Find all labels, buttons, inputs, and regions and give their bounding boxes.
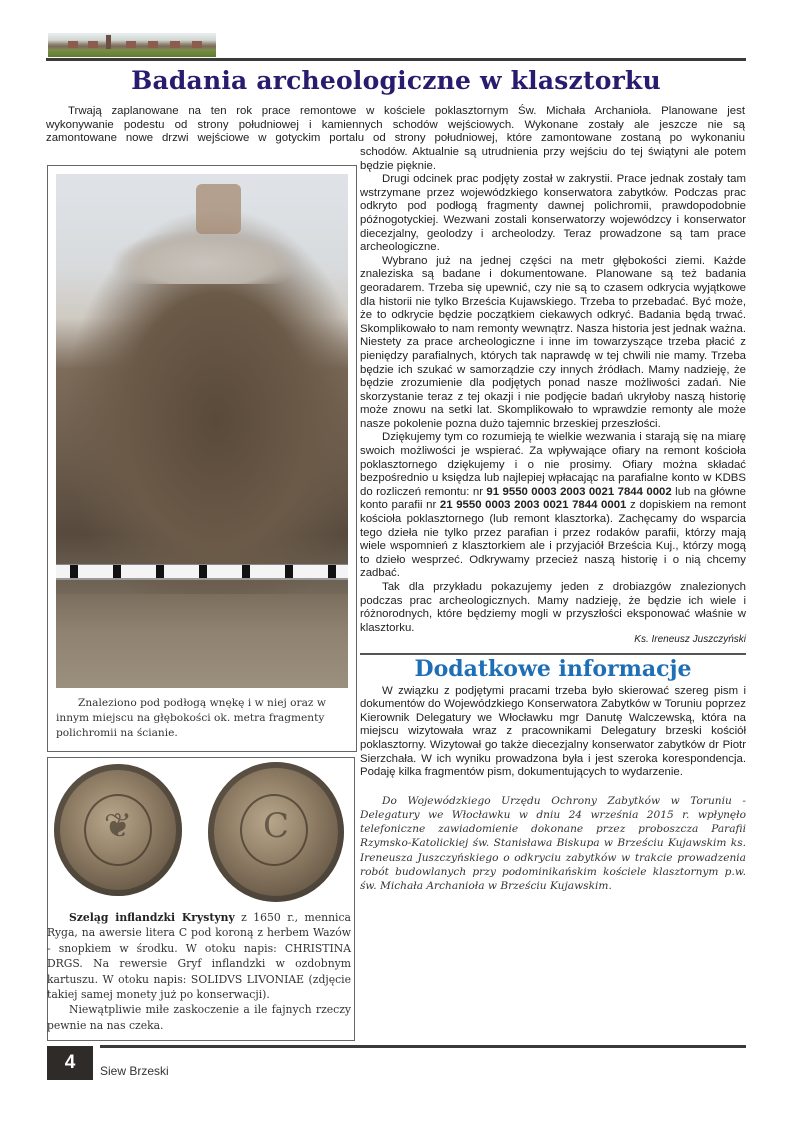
section-divider <box>360 653 746 655</box>
soil-layer <box>56 594 348 688</box>
caption-line: innym miejscu na głębokości ok. metra fragmenty <box>56 712 325 724</box>
paragraph: Drugi odcinek prac podjęty został w zakrystii. Prace jednak zostały tam wstrzymane przez wojewódzkiego konserwatora zabytków. Podczas prac odkryto pod podłogą fragmenty dawnej polichromii, prawdopodobnie późnogotyckiej. Wezwani zostali konserwatorzy wojewódzcy i konserwator diecezjalny, geolodzy i archeolodzy. Teraz prowadzone są tam prace archeologiczne. <box>360 173 746 254</box>
house-icon <box>192 41 202 48</box>
paragraph: W związku z podjętymi pracami trzeba było skierować szereg pism i dokumentów do Wojewódzkiego Konserwatora Zabytków w Toruniu poprzez Kierownik Delegatury we Włocławku mgr Danutę Walczewską, która na miejscu wizytowała wraz z pracownikami Delegatury brzeski kościół poklasztorny. Wizytował go także diecezjalny konserwator zabytków dr Piotr Sierzchała. W ich wyniku prowadzona była i jest szeroka korespondencja. Podaję kilka fragmentów pism, dokumentujących to wydarzenie. <box>360 684 746 779</box>
coin-obverse-icon <box>54 764 182 896</box>
coin-photo-box <box>47 757 355 1041</box>
photo-caption <box>56 696 348 741</box>
griffin-icon: ❦ <box>103 806 133 846</box>
official-letter-quote <box>360 794 746 893</box>
article-title: Badania archeologiczne w klasztorku <box>131 66 661 95</box>
house-icon <box>88 41 98 48</box>
article-intro <box>46 105 745 146</box>
intro-line: wykonywanie podestu od strony południowej i kamiennych schodów wejściowych. Wykonane zostały ale jeszcze nie są <box>46 118 745 131</box>
header-divider <box>46 58 746 61</box>
measuring-rod <box>56 564 348 580</box>
intro-continuation: schodów. Aktualnie są utrudnienia przy wejściu do tej świątyni ale potem będzie pięknie. <box>360 146 746 172</box>
excavation-photo-box <box>47 165 357 752</box>
brick-fragment <box>196 184 241 234</box>
caption-line: Znaleziono pod podłogą wnękę i w niej oraz w <box>78 697 326 709</box>
donation-paragraph: Dziękujemy tym co rozumieją te wielkie wezwania i starają się na miarę swoich możliwości je wspierać. Za wpływające ofiary na remont kościoła poklasztornego dziękujemy i o nie prosimy. Ofiary można składać bezpośrednio u księdza lub najlepiej wpłacając na parafialne konto w KDBS do rozliczeń remontu: nr 91 9550 0003 2003 0021 7844 0002 lub na główne konto parafii nr 21 9550 0003 2003 0021 7844 0001 z dopiskiem na remont kościoła poklasztornego (lub remont klasztorka). Zachęcamy do wsparcia tego dzieła nie tylko przez parafian i przez rodaków parafii, którzy mają wiele wspomnień z klasztorkiem ale i przyjaciół Brześcia Kuj., którzy mogą to dzieło wesprzeć. Odkrywamy przecież naszą historię i o nią chcemy zadbać. <box>360 431 746 580</box>
coin-name: Szeląg inflandzki Krystyny <box>69 911 235 924</box>
intro-line: Trwają zaplanowane na ten rok prace remontowe w kościele poklasztornym Św. Michała Archanioła. Planowane jest <box>68 105 745 117</box>
account-number-1: 91 9550 0003 2003 0021 7844 0002 <box>486 485 672 498</box>
publication-name: Siew Brzeski <box>100 1064 169 1078</box>
additional-info <box>360 685 746 780</box>
page-number: 4 <box>47 1046 93 1080</box>
house-icon <box>170 41 180 48</box>
section-title-additional-info: Dodatkowe informacje <box>414 655 692 682</box>
footer-divider <box>100 1045 746 1048</box>
excavation-photo <box>56 174 348 688</box>
coin-caption <box>47 910 351 1033</box>
header-banner-image <box>48 33 216 57</box>
coin-description: Szeląg inflandzki Krystyny z 1650 r., mennica Ryga, na awersie litera C pod koroną z herbem Wazów - snopkiem w środku. W otoku napis: CHRISTINA DRGS. Na rewersie Gryf inflandzki w ozdobnym kartuszu. W otoku napis: SOLIDVS LIVONIAE (zdjęcie takiej samej monety już po konserwacji). <box>47 911 351 1002</box>
house-icon <box>68 41 78 48</box>
paragraph: Wybrano już na jednej części na metr głębokości ziemi. Każde znaleziska są badane i dokumentowane. Planowane są też badania georadarem. Trzeba się upewnić, czy nie są to czasem odkrycia wyjątkowe dla historii nie tylko Brześcia Kujawskiego. Trzeba to przebadać. Być może, że to odkrycie będzie początkiem ciekawych odkryć. Badania będą trwać. Skomplikowało to nam remonty wewnątrz. Nasza historia jest jednak ważna. Niestety za prace archeologiczne i inne im towarzyszące trzeba płacić z pieniędzy parafialnych, których tak naprawdę w tej chwili nie mamy. Trzeba będzie ich szukać w samorządzie czy innych źródłach. Mamy nadzieję, że będzie zrozumienie dla podjętych ponad nasze możliwości zadań. Nie skorzystanie teraz z tej okazji i nie podjęcie badań ukryłoby naszą historię może znowu na setki lat. Skomplikowało to wprawdzie remonty ale może nasze pokolenie pozna dużo tajemnic brzeskiej przeszłości. <box>360 254 746 430</box>
account-number-2: 21 9550 0003 2003 0021 7844 0001 <box>439 499 627 512</box>
house-icon <box>126 41 136 48</box>
article-right-column <box>360 146 746 893</box>
coin-closing: Niewątpliwie miłe zaskoczenie a ile fajnych rzeczy pewnie na nas czeka. <box>47 1003 351 1032</box>
house-icon <box>148 41 158 48</box>
coin-reverse-icon <box>208 762 344 902</box>
closing-paragraph: Tak dla przykładu pokazujemy jeden z drobiazgów znalezionych podczas prac archeologicznych. Mamy nadzieję, że będzie ich wiele i różnorodnych, które będziemy mogli w przyszłości eksponować właśnie w klasztorku. <box>360 581 746 634</box>
church-tower-icon <box>106 35 111 49</box>
caption-line: polichromii na ścianie. <box>56 727 178 739</box>
author-signature: Ks. Ireneusz Juszczyński <box>634 634 746 646</box>
letter-c-icon: C <box>262 806 289 846</box>
intro-line: zamontowane nowe drzwi wejściowe w gotyckim portalu od strony południowej, które zamontowane zostaną po wykonaniu <box>46 132 745 145</box>
quote-text: Do Wojewódzkiego Urzędu Ochrony Zabytków w Toruniu - Delegatury we Włocławku w dniu 24 września 2015 r. wpłynęło telefoniczne zawiadomienie dokonane przez proboszcza Parafii Rzymsko-Katolickiej św. Stanisława Biskupa w Brześciu Kujawskim ks. Ireneusza Juszczyńskiego o odkryciu zabytków w trakcie prowadzenia robót budowlanych przy podominikańskim kościele klasztornym p.w. św. Michała Archanioła w Brześciu Kujawskim. <box>360 794 746 892</box>
